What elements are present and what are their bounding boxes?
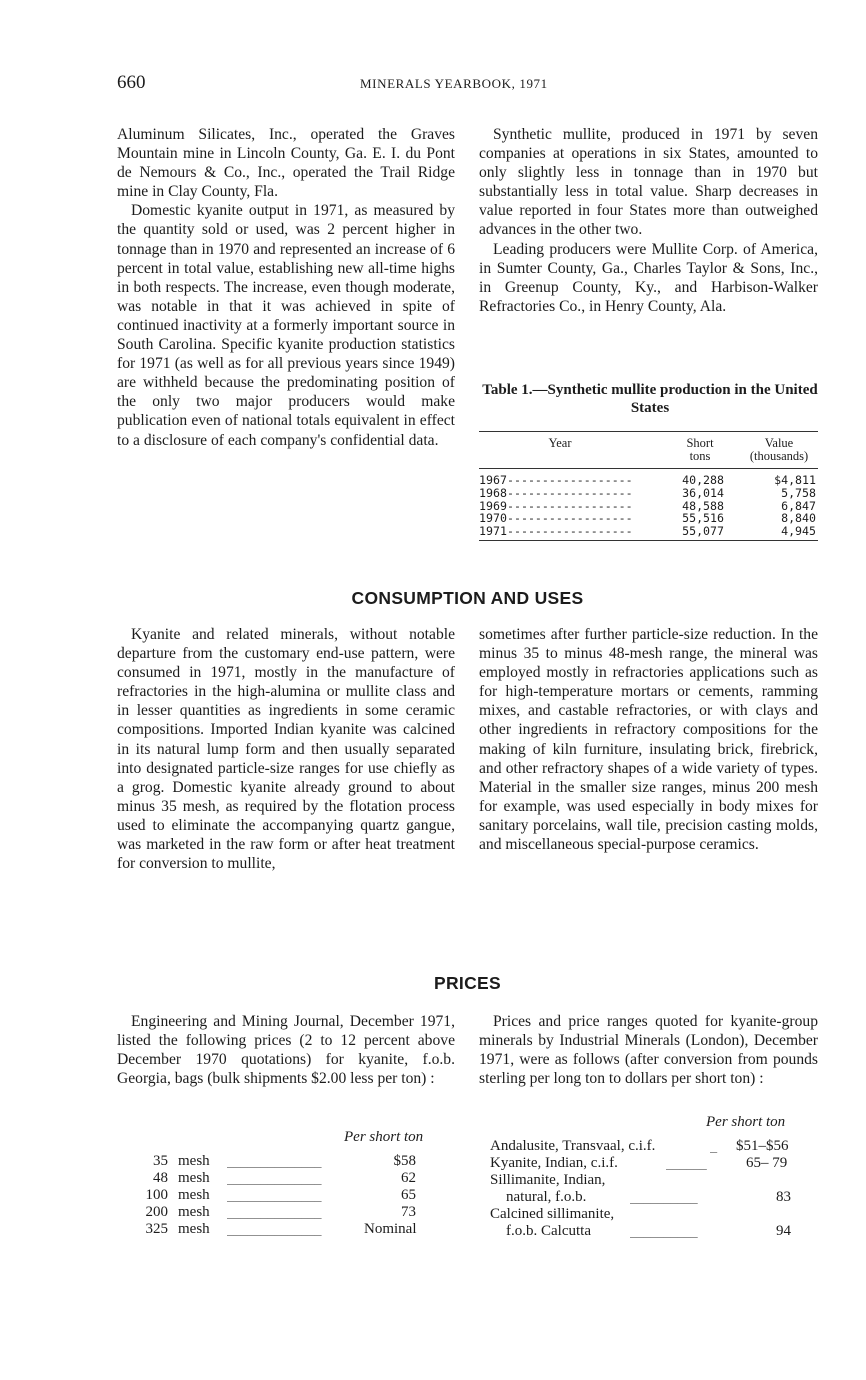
- paragraph-consumption-left: Kyanite and related minerals, without notable departure from the customary end-use pattern, were consumed in 1971, mostly in the manufacture of refractories in the high-alumina or mullite class and in lesser quantities as ingredients in some ceramic compositions. Imported Indian kyanite was calcined in its natural lump form and then usually separated into designated particle-size ranges for use chiefly as a grog. Domestic kyanite already ground to about minus 35 mesh, as required by the flotation process used to eliminate the accompanying quartz gangue, was marketed in the raw form or after heat treatment for conversion to mullite,: [117, 626, 455, 873]
- top-left-column: [117, 125, 455, 450]
- paragraph-prices-left: Engineering and Mining Journal, December 1971, listed the following prices (2 to 12 percent above December 1970 quotations) for kyanite, f.o.b. Georgia, bags (bulk shipments $2.00 less per ton) :: [117, 1013, 455, 1088]
- price-column-header-left: Per short ton: [344, 1129, 424, 1145]
- page-number: 660: [117, 72, 146, 93]
- list-item: 200 mesh ______________ 73: [145, 1204, 416, 1220]
- table-header-value: Value (thousands): [749, 436, 809, 463]
- table-top-rule: [479, 431, 818, 432]
- table-row: 1968 ------------------ 36,014 5,758: [479, 485, 816, 500]
- table-caption: Table 1.—Synthetic mullite production in the United States: [482, 382, 818, 416]
- list-item: Andalusite, Transvaal, c.i.f. _ $51–$56: [490, 1138, 789, 1154]
- table-row: 1970 ------------------ 55,516 8,840: [479, 511, 816, 526]
- table-bottom-rule: [479, 540, 818, 541]
- list-item: f.o.b. Calcutta __________ 94: [506, 1223, 791, 1239]
- price-column-header-right: Per short ton: [706, 1114, 786, 1130]
- list-item: 100 mesh ______________ 65: [145, 1187, 416, 1203]
- consumption-left-column: [117, 625, 455, 873]
- list-item: Calcined sillimanite,: [490, 1206, 615, 1222]
- table-row: 1967 ------------------ 40,288 $4,811: [479, 473, 816, 487]
- running-title: MINERALS YEARBOOK, 1971: [360, 76, 548, 91]
- list-item: natural, f.o.b. __________ 83: [506, 1189, 791, 1205]
- table-row: 1969 ------------------ 48,588 6,847: [479, 498, 816, 513]
- list-item: Kyanite, Indian, c.i.f. ______ 65– 79: [490, 1155, 788, 1171]
- paragraph-mines: Aluminum Silicates, Inc., operated the Graves Mountain mine in Lincoln County, Ga. E. I. du Pont de Nemours & Co., Inc., operated the Trail Ridge mine in Clay County, Fla.: [117, 126, 455, 201]
- section-heading-consumption: CONSUMPTION AND USES: [351, 588, 584, 608]
- list-item: 325 mesh ______________ Nominal: [145, 1221, 417, 1237]
- mineral-price-list: [490, 1138, 820, 1240]
- paragraph-synthetic-mullite: Synthetic mullite, produced in 1971 by seven companies at operations in six States, amounted to only slightly less in tonnage than in 1970 but substantially less in total value. Sharp decreases in value reported in four States more than outweighed advances in the other two.: [479, 126, 818, 239]
- table-row: 1971 ------------------ 55,077 4,945: [479, 524, 816, 539]
- paragraph-leading-producers: Leading producers were Mullite Corp. of America, in Sumter County, Ga., Charles Taylor & Sons, Inc., in Greenup County, Ky., and Harbison-Walker Refractories Co., in Henry County, Ala.: [479, 240, 818, 315]
- paragraph-domestic-output: Domestic kyanite output in 1971, as measured by the quantity sold or used, was 2 percent higher in tonnage than in 1970 and represented an increase of 6 percent in total value, establishing new all-time highs in both respects. The increase, even though moderate, was notable in that it was achieved in spite of continued inactivity at a formerly important source in South Carolina. Specific kyanite production statistics for 1971 (as well as for all previous years since 1949) are withheld because the predominating position of the only two major producers would make publication even of national totals equivalent in effect to a disclosure of each company's confidential data.: [117, 202, 455, 449]
- mesh-price-list: [140, 1153, 450, 1238]
- list-item: 35 mesh ______________ $58: [153, 1153, 416, 1169]
- list-item: 48 mesh ______________ 62: [153, 1170, 416, 1186]
- table-header-tons: Short tons: [686, 436, 714, 463]
- table-header-year: Year: [548, 436, 572, 450]
- paragraph-consumption-right: sometimes after further particle-size reduction. In the minus 35 to minus 48-mesh range, the mineral was employed mostly in refractories applications such as for high-temperature mortars or cements, ramming mixes, and castable refractories, or with clays and other ingredients in refractory compositions for the making of kiln furniture, insulating brick, firebrick, and other refractory shapes of a wide variety of types. Material in the smaller size ranges, minus 200 mesh for example, was used especially in body mixes for sanitary porcelains, wall tile, precision casting molds, and miscellaneous special-purpose ceramics.: [479, 626, 818, 854]
- table-body: [479, 474, 818, 538]
- consumption-right-column: [479, 625, 818, 854]
- top-right-column: [479, 125, 818, 316]
- prices-left-column: [117, 1012, 455, 1088]
- list-item: Sillimanite, Indian,: [490, 1172, 606, 1188]
- section-heading-prices: PRICES: [434, 973, 501, 993]
- table-header-rule: [479, 468, 818, 469]
- paragraph-prices-right: Prices and price ranges quoted for kyanite-group minerals by Industrial Minerals (London), December 1971, were as follows (after conversion from pounds sterling per long ton to dollars per short ton) :: [479, 1013, 818, 1088]
- prices-right-column: [479, 1012, 818, 1088]
